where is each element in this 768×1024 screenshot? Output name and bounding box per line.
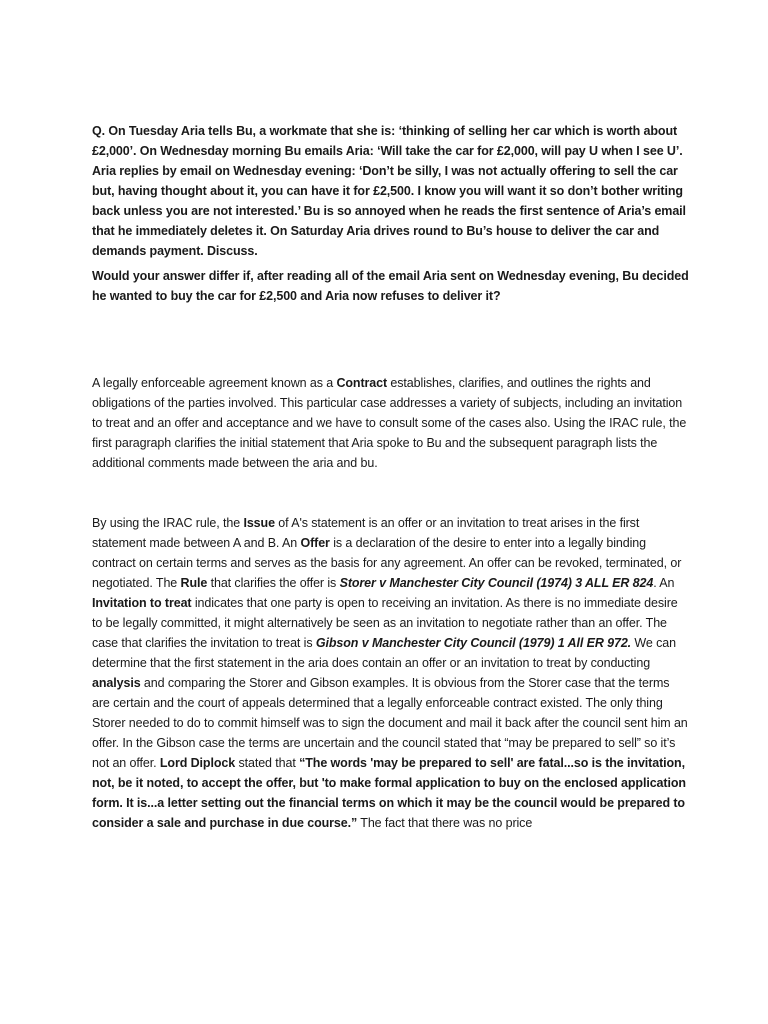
- analysis-text-10: The fact that there was no price: [357, 816, 533, 830]
- analysis-text-5: . An: [653, 576, 675, 590]
- question-followup-paragraph: [92, 266, 690, 306]
- analysis-text-2: of A's statement is an offer or an invitation to treat arises in the first statement made between A and B. An: [92, 516, 640, 550]
- intro-text-2: establishes, clarifies, and outlines the rights and obligations of the parties involved. This particular case addresses a variety of subjects, including an invitation to treat and an offer and acceptance and we have to consult some of the cases also. Using the IRAC rule, the first paragraph clarifies the initial statement that Aria spoke to Bu and the subsequent paragraph lists the additional comments made between the aria and bu.: [92, 376, 687, 470]
- analysis-text-8: and comparing the Storer and Gibson examples. It is obvious from the Storer case that the terms are certain and the court of appeals determined that a legally enforceable contract existed. The only thing Storer needed to do to commit himself was to sign the document and mail it back after the council sent him an offer. In the Gibson case the terms are uncertain and the council stated that “may be prepared to sell” so it’s not an offer.: [92, 676, 688, 770]
- term-offer: Offer: [300, 536, 330, 550]
- analysis-text-3: is a declaration of the desire to enter into a legally binding contract on certain terms and serves as the basis for any agreement. An offer can be revoked, terminated, or negotiated. The: [92, 536, 682, 590]
- diplock-quote: “The words 'may be prepared to sell' are fatal...so is the invitation, not, be it noted, to accept the offer, but 'to make formal application to buy on the enclosed application form. It is...a letter setting out the financial terms on which it may be the council would be prepared to consider a sale and purchase in due course.”: [92, 756, 686, 830]
- question-paragraph: [92, 121, 690, 261]
- case-citation-storer: Storer v Manchester City Council (1974) 3 ALL ER 824: [339, 576, 654, 590]
- term-issue: Issue: [243, 516, 275, 530]
- analysis-text-9: stated that: [235, 756, 300, 770]
- intro-text-1: A legally enforceable agreement known as a: [92, 376, 337, 390]
- analysis-text-4: that clarifies the offer is: [207, 576, 340, 590]
- document-page: [92, 121, 690, 833]
- term-rule: Rule: [180, 576, 208, 590]
- intro-paragraph: [92, 373, 690, 473]
- question-text: Q. On Tuesday Aria tells Bu, a workmate that she is: ‘thinking of selling her car which is worth about £2,000’. On Wednesday morning Bu emails Aria: ‘Will take the car for £2,000, will pay U when I see U’. Aria replies by email on Wednesday evening: ‘Don’t be silly, I was not actually offering to sell the car but, having thought about it, you can have it for £2,500. I know you will want it so don’t bother writing back unless you are not interested.’ Bu is so annoyed when he reads the first sentence of Aria’s email that he immediately deletes it. On Saturday Aria drives round to Bu’s house to deliver the car and demands payment. Discuss.: [92, 124, 686, 258]
- question-followup-text: Would your answer differ if, after reading all of the email Aria sent on Wednesday evening, Bu decided he wanted to buy the car for £2,500 and Aria now refuses to deliver it?: [92, 269, 689, 303]
- analysis-text-1: By using the IRAC rule, the: [92, 516, 244, 530]
- term-contract: Contract: [336, 376, 388, 390]
- term-invitation-to-treat: Invitation to treat: [92, 596, 192, 610]
- analysis-text-6: indicates that one party is open to receiving an invitation. As there is no immediate desire to be legally committed, it might alternatively be seen as an invitation to negotiate rather than an offer. The case that clarifies the invitation to treat is: [92, 596, 678, 650]
- analysis-text-7: We can determine that the first statement in the aria does contain an offer or an invitation to treat by conducting: [92, 636, 676, 670]
- term-lord-diplock: Lord Diplock: [159, 756, 236, 770]
- term-analysis: analysis: [92, 676, 141, 690]
- analysis-paragraph: [92, 513, 690, 833]
- case-citation-gibson: Gibson v Manchester City Council (1979) 1 All ER 972.: [315, 636, 632, 650]
